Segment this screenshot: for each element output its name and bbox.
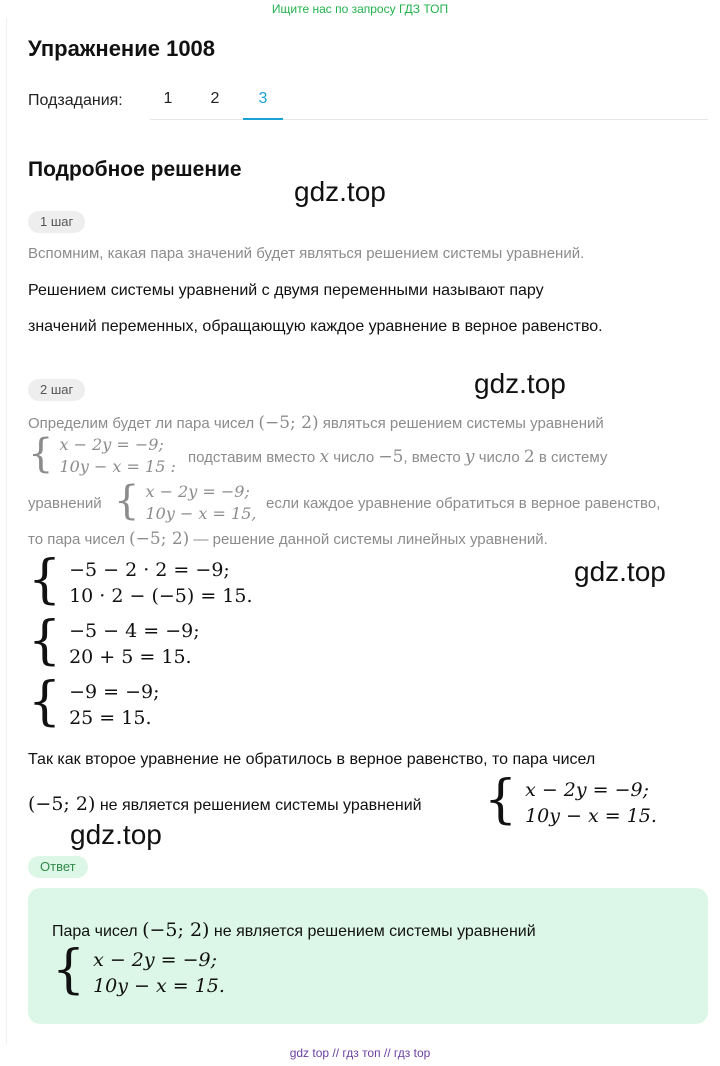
answer-system: { x − 2y = −9; 10y − x = 15.	[52, 940, 225, 1000]
answer-text: Пара чисел (−5; 2) не является решением системы уравнений	[52, 919, 536, 941]
active-tab-indicator	[243, 118, 283, 120]
step-badge: 1 шаг	[28, 211, 85, 233]
brace: {	[28, 672, 62, 732]
answer-badge: Ответ	[28, 856, 88, 878]
tab-subtask-3[interactable]: 3	[258, 90, 268, 107]
conclusion-line2: (−5; 2) не является решением системы уравнений	[28, 793, 422, 815]
page-title: Упражнение 1008	[28, 36, 216, 61]
step2-line3-post: если каждое уравнение обратиться в верное равенство,	[266, 495, 661, 512]
calc-system-3: { −9 = −9; 25 = 15.	[28, 672, 160, 732]
step1-text-line2: значений переменных, обращающую каждое уравнение в верное равенство.	[28, 318, 603, 335]
top-note: Ищите нас по запросу ГДЗ ТОП	[271, 2, 449, 16]
step-badge: 2 шаг	[28, 379, 85, 401]
calc-system-2: { −5 − 4 = −9; 20 + 5 = 15.	[28, 611, 200, 671]
watermark: gdz.top	[574, 556, 666, 587]
step2-line3-pre: уравнений	[28, 495, 102, 512]
brace: {	[52, 940, 86, 1000]
calc-system-1: { −5 − 2 · 2 = −9; 10 · 2 − (−5) = 15.	[28, 550, 253, 610]
brace: {	[28, 550, 62, 610]
footer-links[interactable]: gdz top // гдз топ // гдз top	[289, 1046, 431, 1060]
step2-line2: подставим вместо x число −5, вместо y число 2 в систему	[188, 447, 608, 467]
conclusion-line1: Так как второе уравнение не обратилось в верное равенство, то пара чисел	[28, 751, 596, 768]
subtasks-label: Подзадания:	[28, 92, 123, 109]
conclusion-system: { x − 2y = −9; 10y − x = 15.	[484, 770, 657, 830]
watermark: gdz.top	[70, 819, 162, 850]
watermark: gdz.top	[294, 176, 386, 207]
brace: {	[114, 478, 140, 524]
step1-text-line1: Решением системы уравнений с двумя переменными называют пару	[28, 282, 544, 299]
tab-subtask-2[interactable]: 2	[210, 90, 220, 107]
brace: {	[28, 611, 62, 671]
system-equations: { x − 2y = −9; 10y − x = 15,	[114, 478, 257, 524]
section-title: Подробное решение	[28, 158, 242, 181]
tab-subtask-1[interactable]: 1	[163, 90, 173, 107]
step1-hint: Вспомним, какая пара значений будет являться решением системы уравнений.	[28, 245, 585, 262]
watermark: gdz.top	[474, 368, 566, 399]
brace: {	[484, 770, 518, 830]
tabs-divider	[150, 119, 708, 120]
step2-line4: то пара чисел (−5; 2) — решение данной системы линейных уравнений.	[28, 529, 548, 549]
system-equations: { x − 2y = −9; 10y − x = 15 :	[28, 431, 176, 477]
step2-line1: Определим будет ли пара чисел (−5; 2) являться решением системы уравнений	[28, 413, 604, 433]
brace: {	[28, 431, 54, 477]
